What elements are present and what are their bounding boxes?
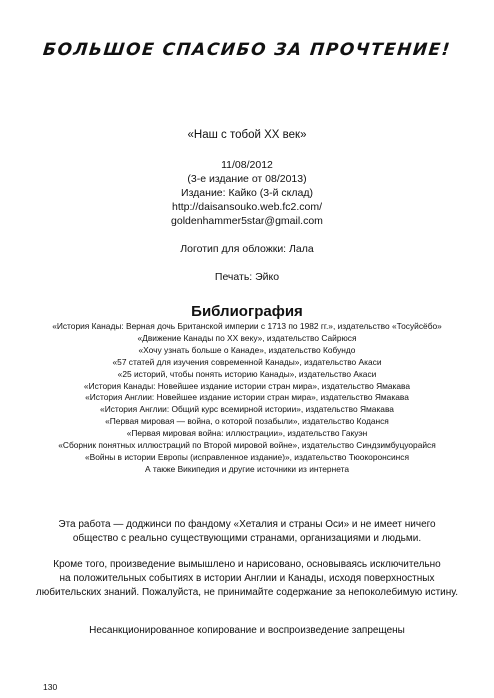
bibliography-item: А также Википедия и другие источники из интернета: [145, 463, 349, 474]
bibliography-item: «Движение Канады по XX веку», издательство Сайрюся: [137, 332, 357, 343]
bibliography-list: [0, 321, 494, 476]
print-credit: Печать: Эйко: [214, 271, 280, 283]
disclaimer-line: Эта работа — доджинси по фандому «Хеталия и страны Оси» и не имеет ничего: [58, 519, 436, 530]
bibliography-item: «Сборник понятных иллюстраций по Второй мировой войне», издательство Синдзимбуцуорайся: [58, 440, 436, 451]
publication-date: 11/08/2012: [221, 159, 273, 171]
copyright-notice: [0, 624, 494, 638]
copyright-line: Несанкционированное копирование и воспроизведение запрещены: [89, 625, 405, 636]
fiction-line: Кроме того, произведение вымышлено и нарисовано, основываясь исключительно: [53, 559, 441, 570]
fiction-disclaimer: [0, 558, 494, 600]
publication-info: [0, 128, 494, 284]
disclaimer-line: общество с реально существующими странами, организациями и людьми.: [72, 533, 422, 544]
page-number: 130: [43, 682, 58, 692]
bibliography-item: «Войны в истории Европы (исправленное издание)», издательство Тюокоронсинся: [85, 451, 409, 462]
thanks-heading: БОЛЬШОЕ СПАСИБО ЗА ПРОЧТЕНИЕ!: [41, 40, 453, 60]
bibliography-item: «57 статей для изучения современной Канады», издательство Акаси: [112, 356, 382, 367]
work-title: «Наш с тобой XX век»: [187, 129, 307, 141]
bibliography-item: «История Англии: Новейшее издание истории стран мира», издательство Ямакава: [85, 392, 409, 403]
bibliography-item: «Первая мировая — война, о которой позабыли», издательство Коданся: [105, 416, 389, 427]
website-url: http://daisansouko.web.fc2.com/: [172, 201, 322, 213]
contact-email: goldenhammer5star@gmail.com: [171, 215, 323, 227]
bibliography-item: «История Канады: Новейшее издание истории стран мира», издательство Ямакава: [83, 380, 411, 391]
edition-note: (3-е издание от 08/2013): [187, 173, 307, 185]
bibliography-item: «История Англии: Общий курс всемирной истории», издательство Ямакава: [100, 404, 394, 415]
bibliography-title: Библиография: [191, 303, 303, 320]
publisher-line: Издание: Кайко (3-й склад): [181, 187, 313, 199]
fiction-line: на положительных событиях в истории Англии и Канады, исходя поверхностных: [59, 573, 435, 584]
bibliography-item: «25 историй, чтобы понять историю Канады», издательство Акаси: [117, 368, 377, 379]
bibliography-item: «История Канады: Верная дочь Британской империи с 1713 по 1982 гг.», издательство «Тосуйсёбо»: [52, 321, 442, 331]
fiction-line: любительских знаний. Пожалуйста, не принимайте содержание за непоколебимую истину.: [35, 587, 459, 598]
bibliography-item: «Хочу узнать больше о Канаде», издательство Кобундо: [138, 344, 356, 355]
logo-credit: Логотип для обложки: Лала: [180, 243, 314, 255]
fandom-disclaimer: [0, 518, 494, 546]
bibliography-item: «Первая мировая война: иллюстрации», издательство Гакуэн: [126, 428, 368, 439]
